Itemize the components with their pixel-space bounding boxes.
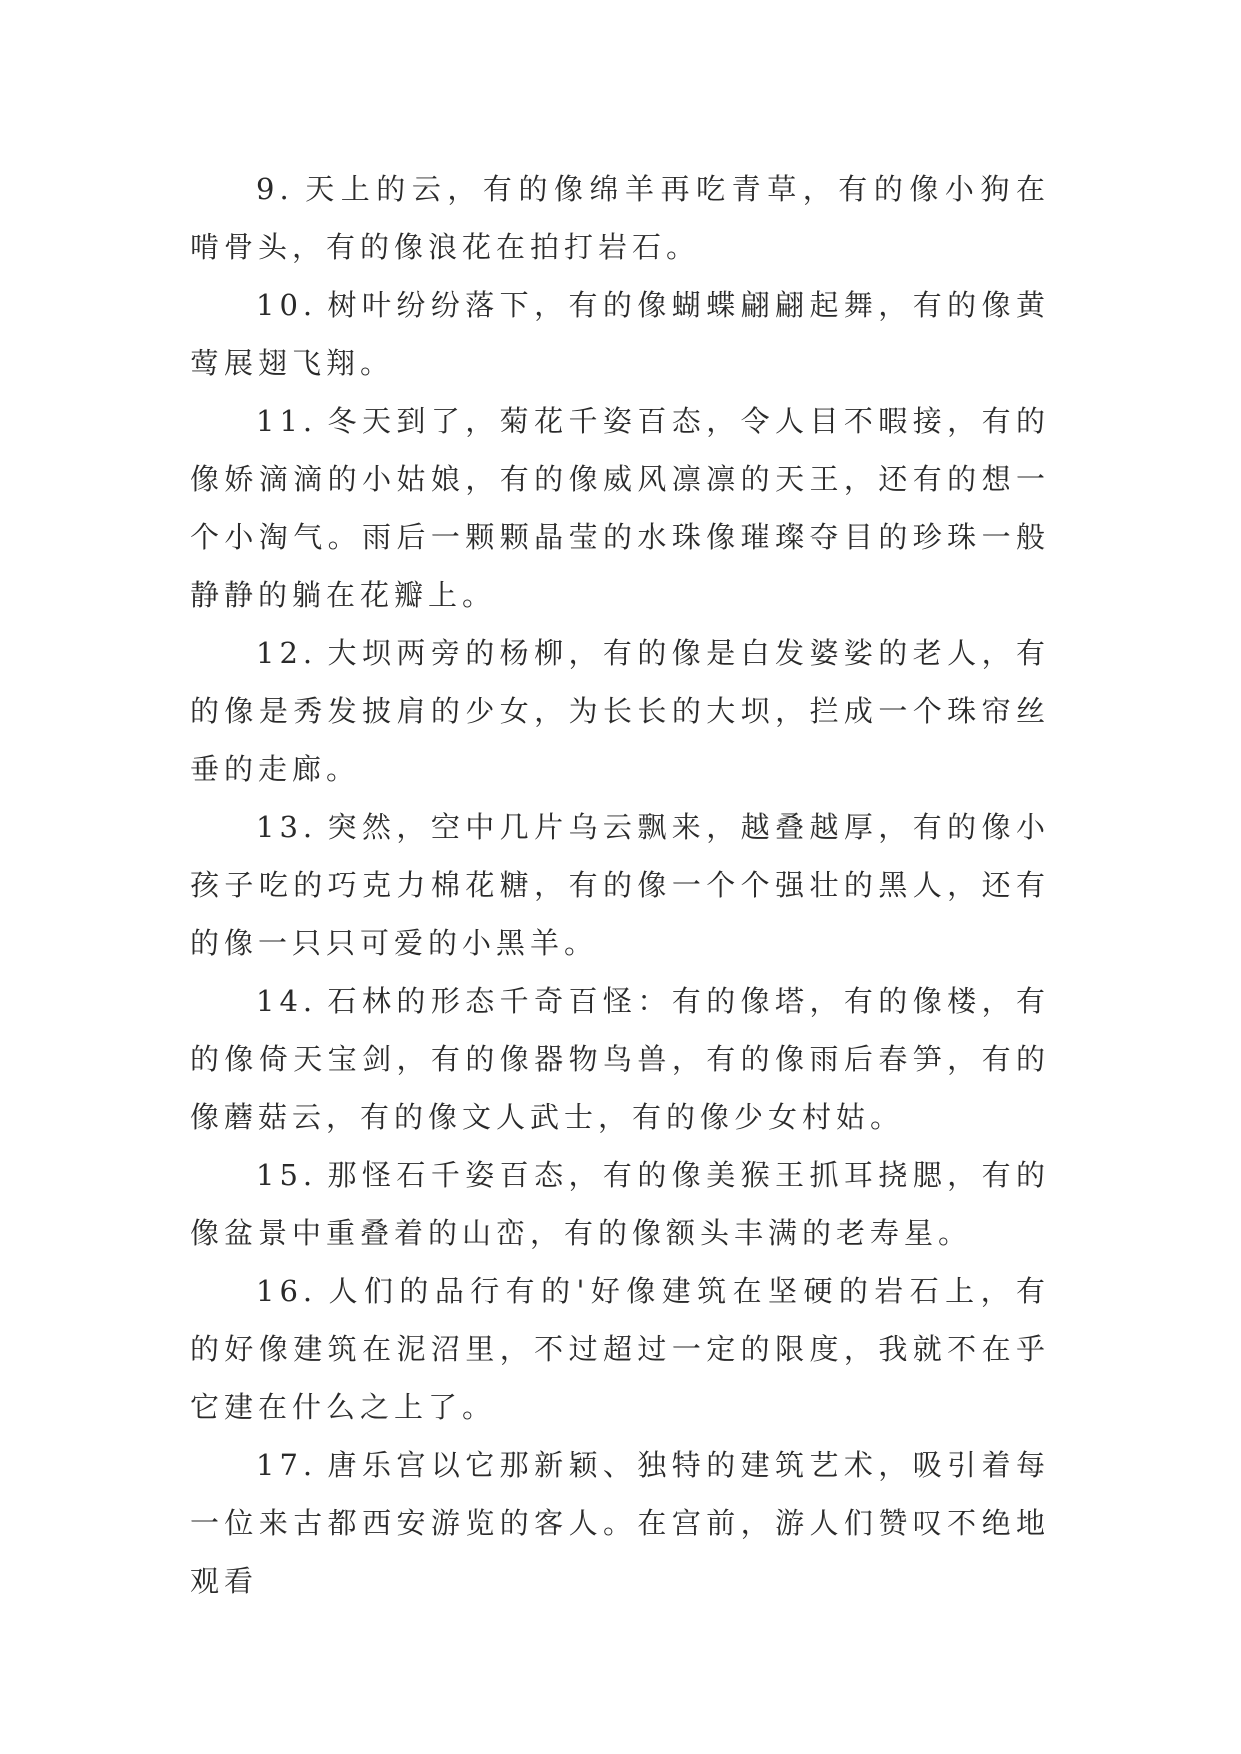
paragraph-number: 11. (256, 404, 318, 438)
paragraph-number: 9. (256, 172, 294, 206)
paragraph-number: 17. (256, 1448, 318, 1482)
paragraph-text: 人们的品行有的'好像建筑在坚硬的岩石上，有的好像建筑在泥沼里，不过超过一定的限度，我就不在乎它建在什么之上了。 (190, 1274, 1050, 1424)
paragraph-number: 14. (256, 984, 318, 1018)
document-page (190, 160, 1050, 1610)
paragraph-13 (190, 798, 1050, 972)
paragraph-number: 16. (256, 1274, 318, 1308)
paragraph-text: 大坝两旁的杨柳，有的像是白发婆娑的老人，有的像是秀发披肩的少女，为长长的大坝，拦成一个珠帘丝垂的走廊。 (190, 636, 1050, 786)
paragraph-text: 石林的形态千奇百怪：有的像塔，有的像楼，有的像倚天宝剑，有的像器物鸟兽，有的像雨后春笋，有的像蘑菇云，有的像文人武士，有的像少女村姑。 (190, 984, 1050, 1134)
paragraph-9 (190, 160, 1050, 276)
paragraph-text: 突然，空中几片乌云飘来，越叠越厚，有的像小孩子吃的巧克力棉花糖，有的像一个个强壮的黑人，还有的像一只只可爱的小黑羊。 (190, 810, 1050, 960)
paragraph-number: 15. (256, 1158, 318, 1192)
paragraph-12 (190, 624, 1050, 798)
paragraph-14 (190, 972, 1050, 1146)
paragraph-number: 10. (256, 288, 318, 322)
paragraph-number: 13. (256, 810, 318, 844)
paragraph-17 (190, 1436, 1050, 1610)
paragraph-11 (190, 392, 1050, 624)
paragraph-16 (190, 1262, 1050, 1436)
paragraph-15 (190, 1146, 1050, 1262)
paragraph-text: 冬天到了，菊花千姿百态，令人目不暇接，有的像娇滴滴的小姑娘，有的像威风凛凛的天王，还有的想一个小淘气。雨后一颗颗晶莹的水珠像璀璨夺目的珍珠一般静静的躺在花瓣上。 (190, 404, 1050, 612)
paragraph-number: 12. (256, 636, 318, 670)
paragraph-text: 天上的云，有的像绵羊再吃青草，有的像小狗在啃骨头，有的像浪花在拍打岩石。 (190, 172, 1050, 264)
paragraph-text: 唐乐宫以它那新颖、独特的建筑艺术，吸引着每一位来古都西安游览的客人。在宫前，游人们赞叹不绝地观看 (190, 1448, 1050, 1598)
paragraph-text: 树叶纷纷落下，有的像蝴蝶翩翩起舞，有的像黄莺展翅飞翔。 (190, 288, 1050, 380)
paragraph-10 (190, 276, 1050, 392)
paragraph-text: 那怪石千姿百态，有的像美猴王抓耳挠腮，有的像盆景中重叠着的山峦，有的像额头丰满的老寿星。 (190, 1158, 1050, 1250)
